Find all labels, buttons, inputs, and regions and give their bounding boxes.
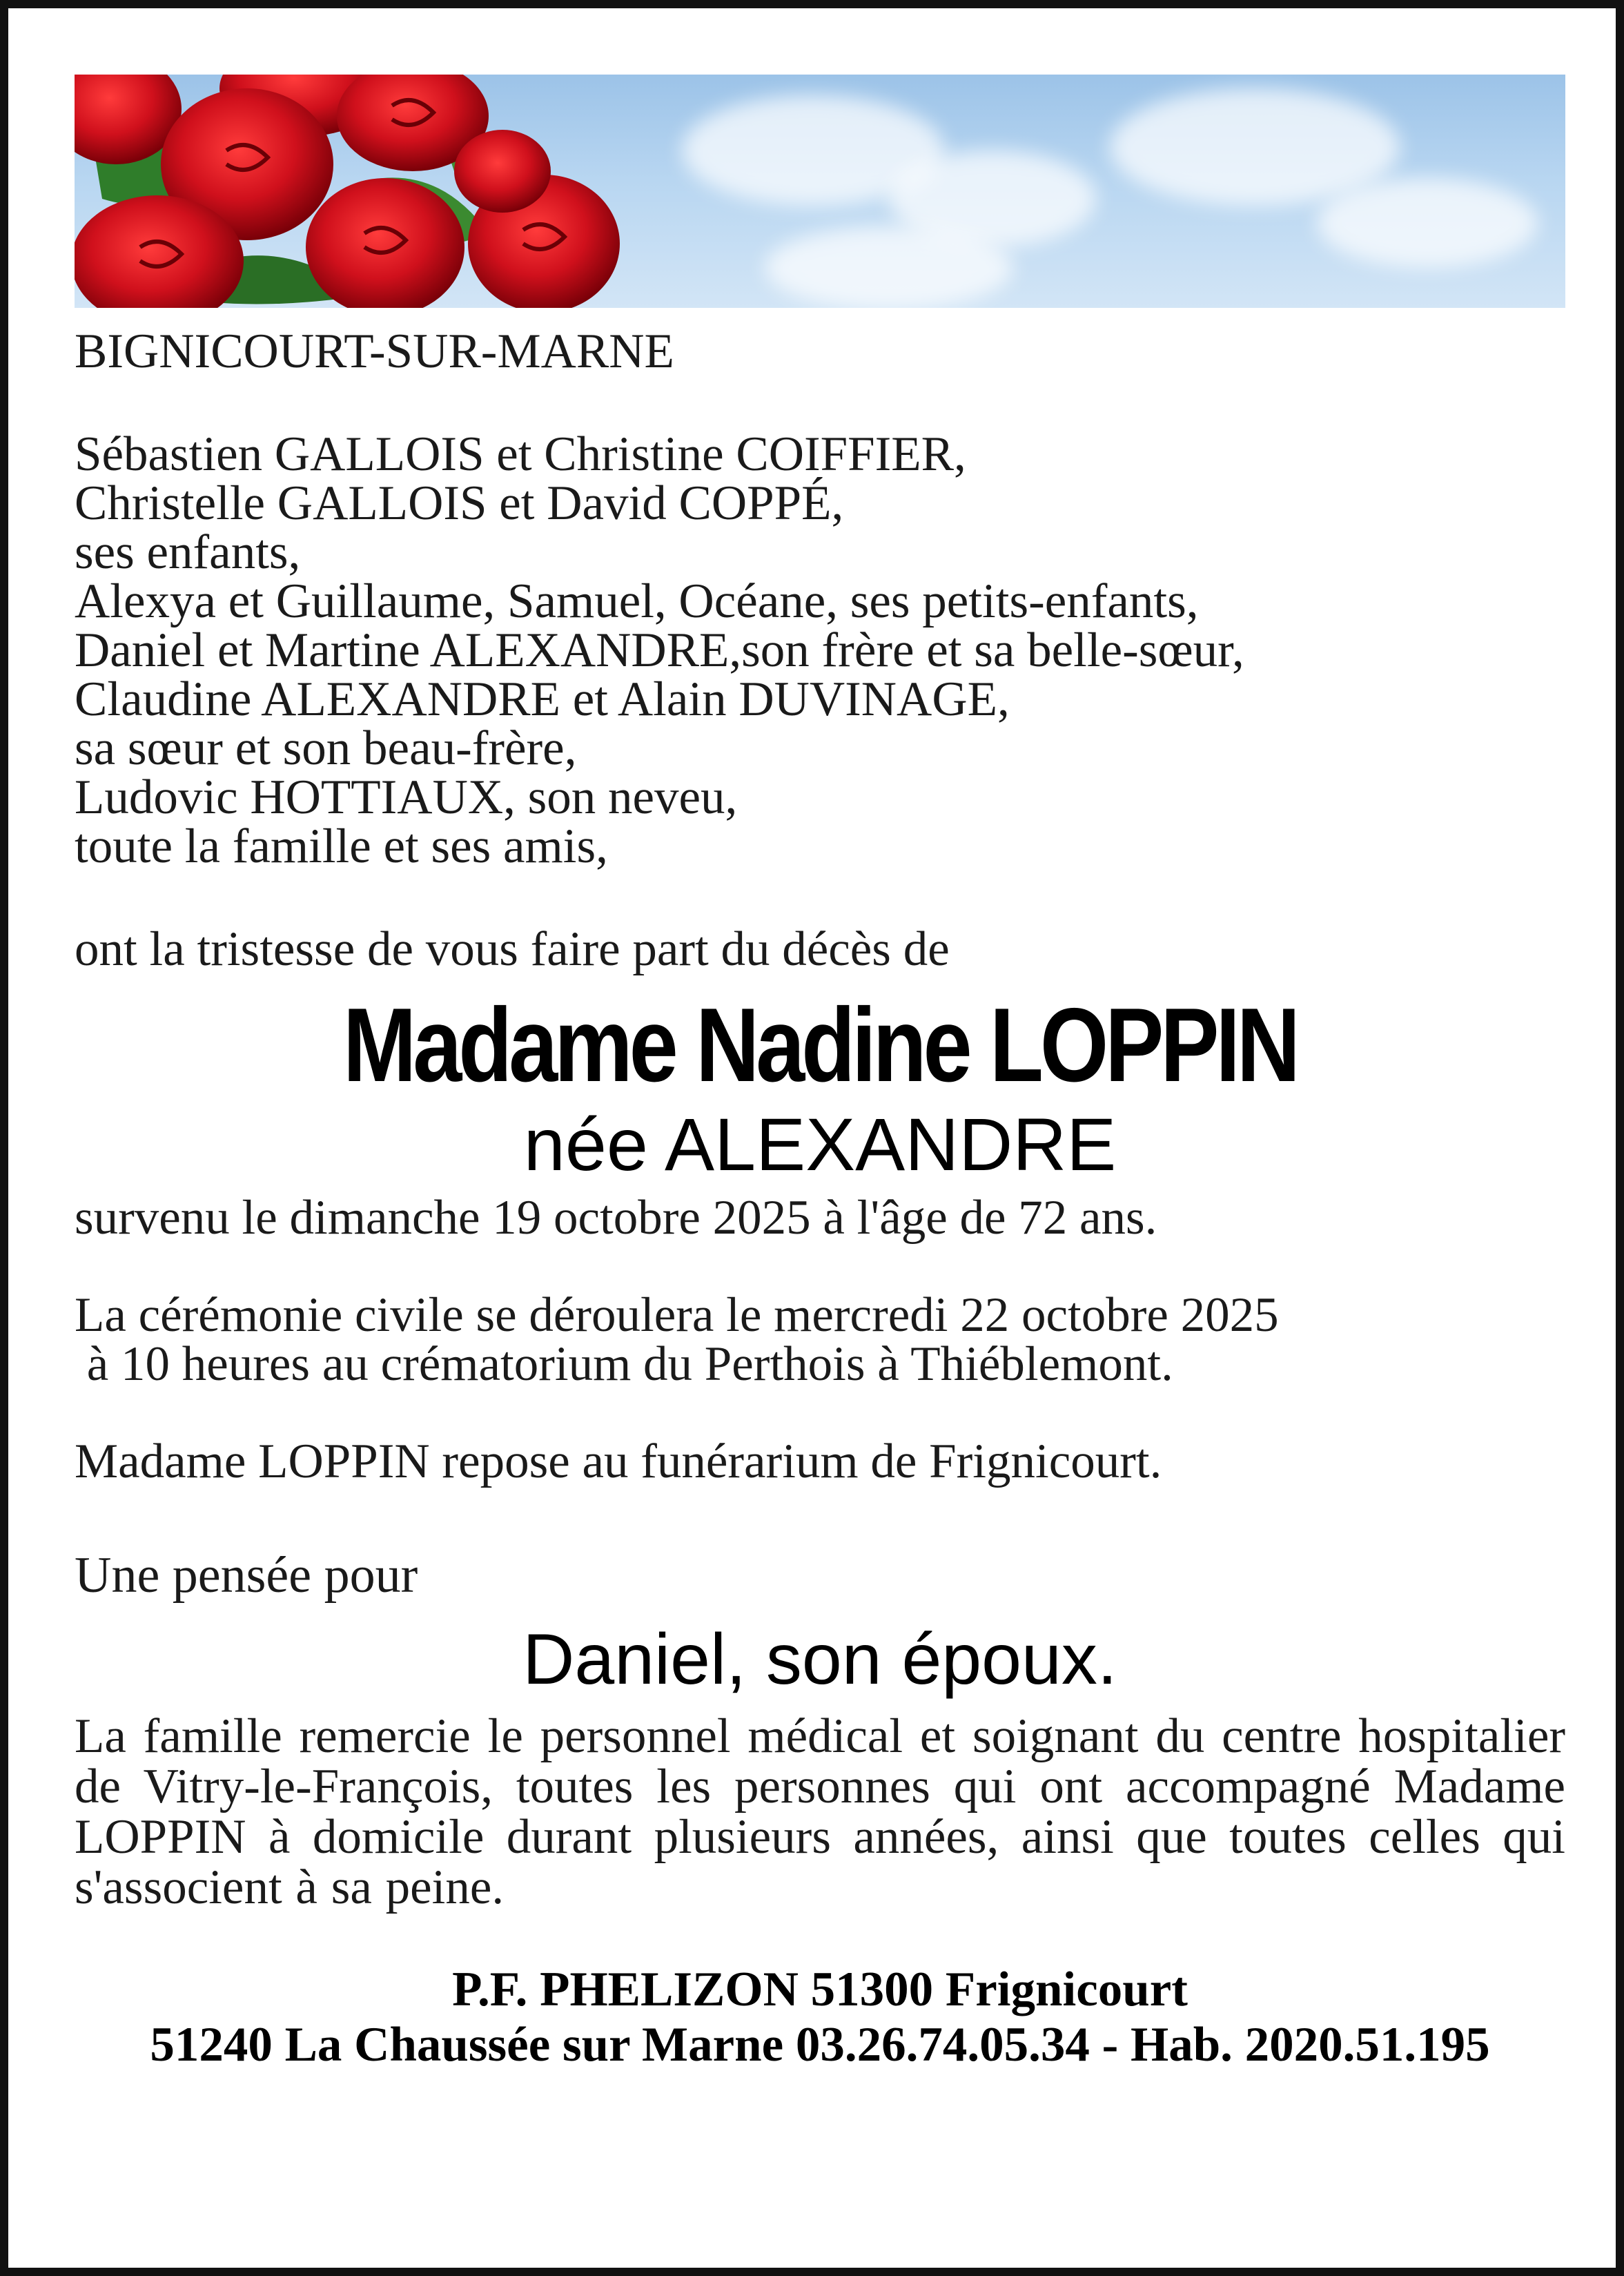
rest-info: Madame LOPPIN repose au funérarium de Frignicourt. [75, 1434, 1162, 1488]
ceremony-info [75, 1288, 1565, 1391]
family-line: Ludovic HOTTIAUX, son neveu, [75, 770, 738, 824]
family-line: Claudine ALEXANDRE et Alain DUVINAGE, [75, 672, 1010, 726]
deceased-name: Madame Nadine LOPPIN [342, 986, 1298, 1104]
maiden-name: née ALEXANDRE [523, 1102, 1117, 1186]
thanks-paragraph: La famille remercie le personnel médical et soignant du centre hospitalier de Vitry-le-François, toutes les personnes qui ont accompagné Madame LOPPIN à domicile durant plusieurs années, ainsi que toutes celles qui s'associent à sa peine. [75, 1709, 1565, 1914]
obituary-content [75, 75, 1565, 2072]
family-line: Daniel et Martine ALEXANDRE,son frère et sa belle-sœur, [75, 623, 1244, 677]
family-line: Sébastien GALLOIS et Christine COIFFIER, [75, 427, 966, 481]
death-info: survenu le dimanche 19 octobre 2025 à l'âge de 72 ans. [75, 1191, 1157, 1245]
roses-banner-image [75, 75, 1565, 308]
funeral-home-line: 51240 La Chaussée sur Marne 03.26.74.05.34 - Hab. 2020.51.195 [150, 2018, 1490, 2072]
family-line: toute la famille et ses amis, [75, 819, 608, 873]
thought-intro: Une pensée pour [75, 1547, 418, 1604]
red-roses-icon [75, 75, 620, 308]
ceremony-line: La cérémonie civile se déroulera le mercredi 22 octobre 2025 [75, 1288, 1279, 1342]
ceremony-line: à 10 heures au crématorium du Perthois à Thiéblemont. [75, 1337, 1173, 1391]
funeral-home-line: P.F. PHELIZON 51300 Frignicourt [452, 1963, 1188, 2016]
family-line: Christelle GALLOIS et David COPPÉ, [75, 476, 844, 530]
funeral-home-info [75, 1962, 1565, 2072]
family-line: Alexya et Guillaume, Samuel, Océane, ses petits-enfants, [75, 574, 1199, 628]
family-line: ses enfants, [75, 525, 301, 579]
thought-person: Daniel, son époux. [522, 1620, 1117, 1700]
family-line: sa sœur et son beau-frère, [75, 721, 577, 775]
location-heading: BIGNICOURT-SUR-MARNE [75, 324, 674, 378]
family-list [75, 427, 1565, 873]
announcement-text: ont la tristesse de vous faire part du décès de [75, 922, 950, 976]
